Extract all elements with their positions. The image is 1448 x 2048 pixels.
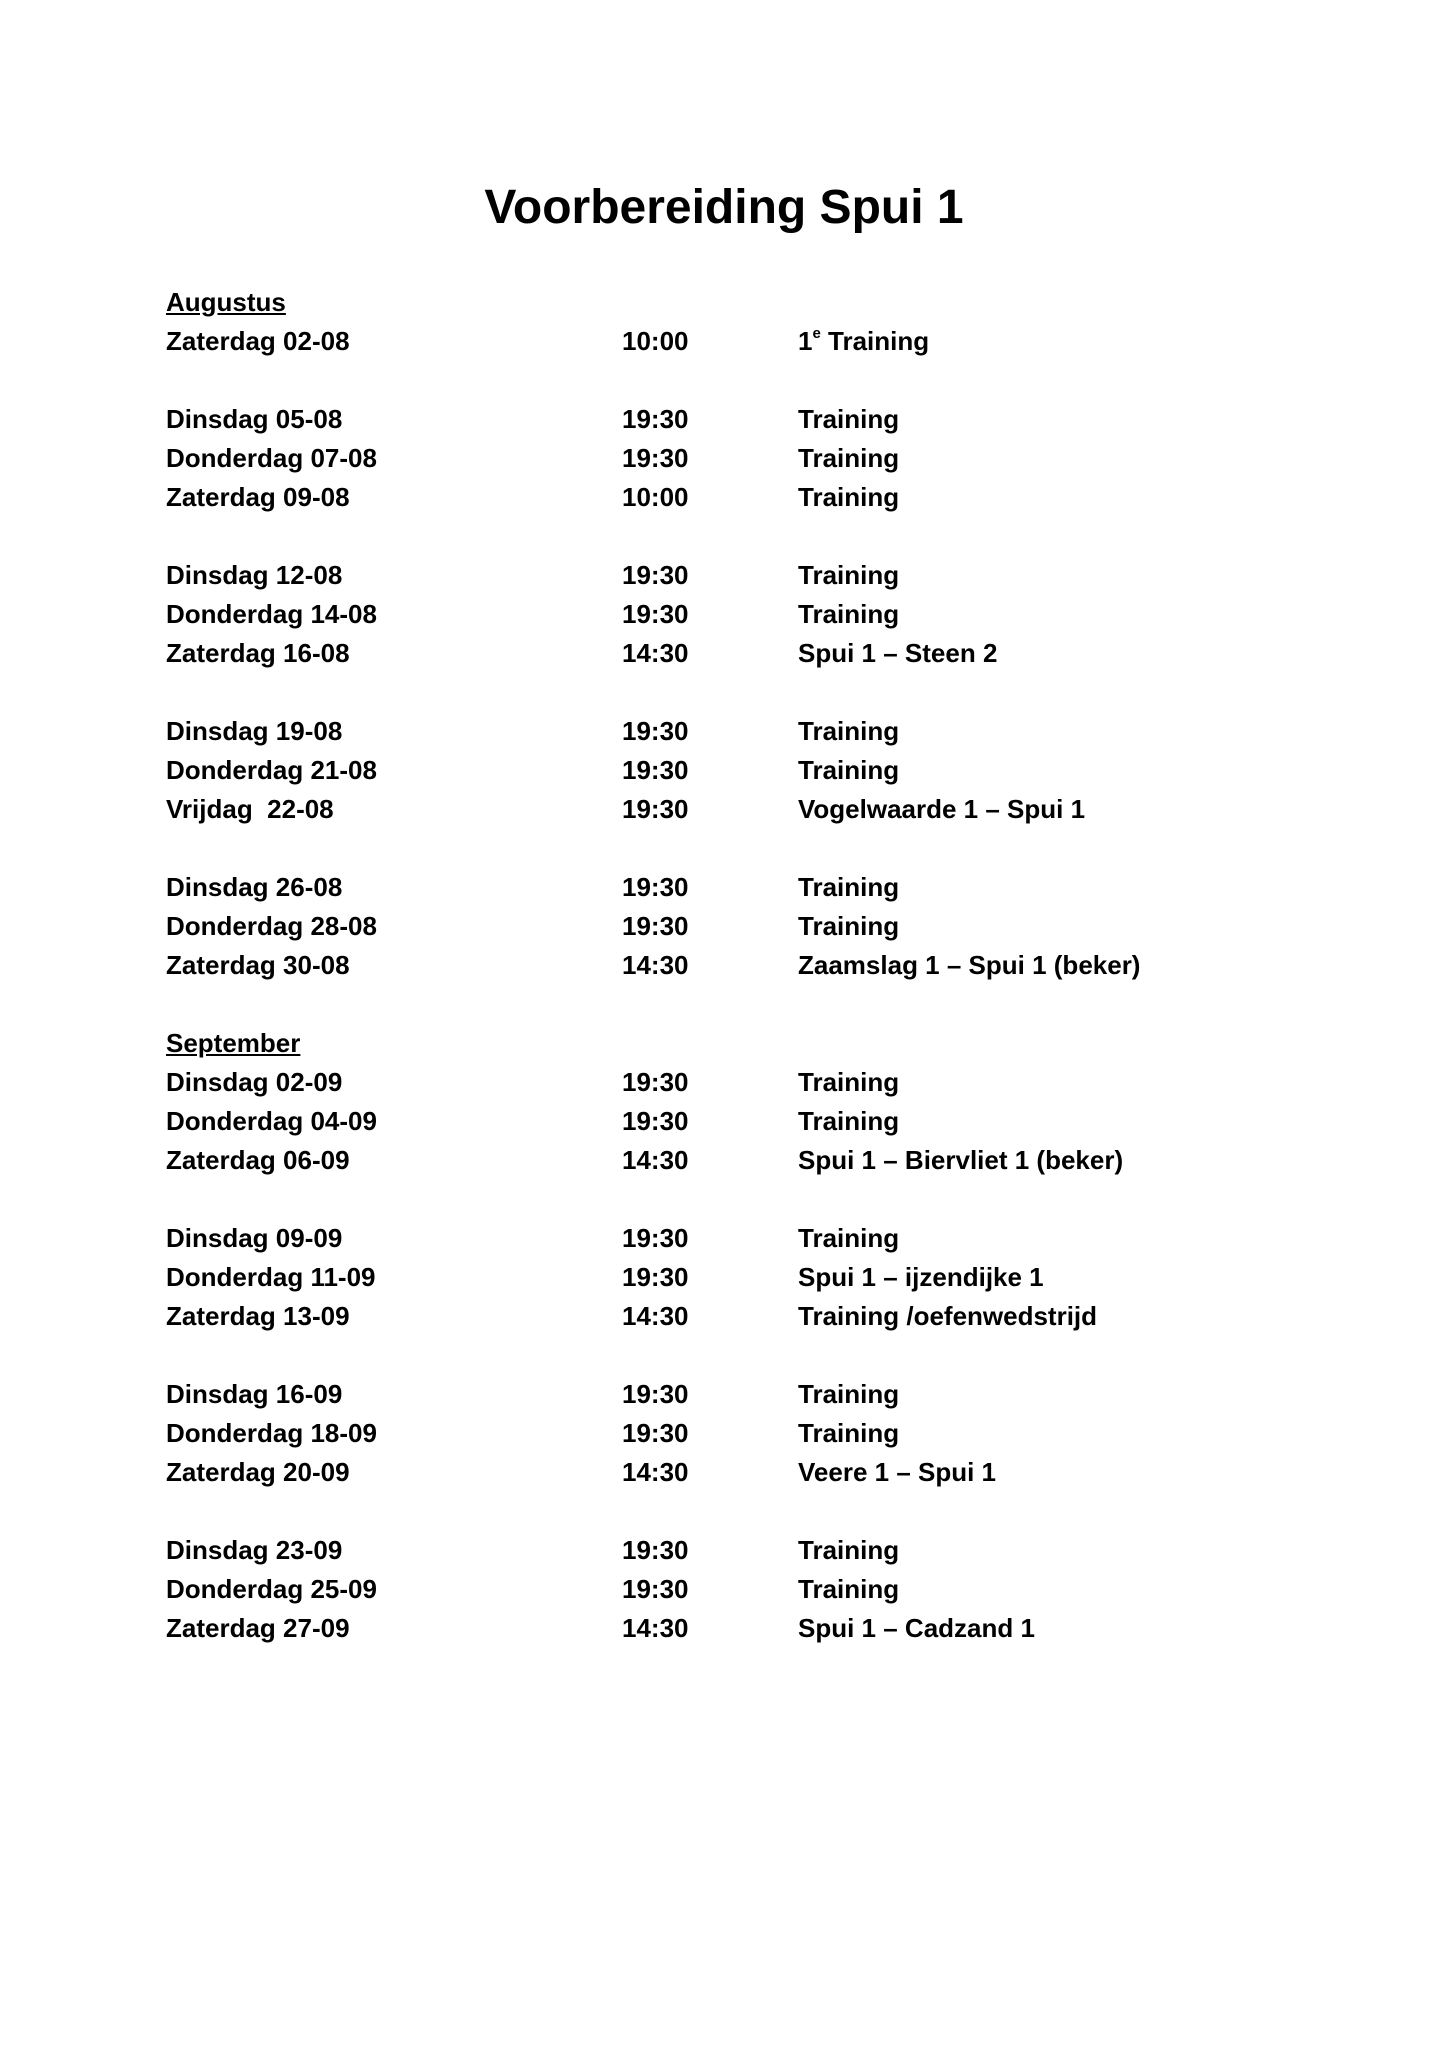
event-text: Spui 1 – Steen 2	[798, 638, 998, 668]
row-event	[798, 1375, 899, 1414]
event-text: Training /oefenwedstrijd	[798, 1301, 1098, 1331]
row-event	[798, 790, 1085, 829]
row-event	[798, 1063, 899, 1102]
schedule-row	[166, 1063, 1316, 1102]
row-time: 10:00	[622, 482, 689, 512]
event-text: Training	[798, 443, 900, 473]
schedule-row	[166, 439, 1316, 478]
event-text: Training	[798, 482, 900, 512]
schedule-row	[166, 1414, 1316, 1453]
row-date: Donderdag 18-09	[166, 1418, 377, 1448]
schedule-row	[166, 1453, 1316, 1492]
event-text: Spui 1 – ijzendijke 1	[798, 1262, 1044, 1292]
row-time: 19:30	[622, 1223, 689, 1253]
event-text: Training	[798, 1379, 900, 1409]
row-time: 14:30	[622, 1145, 689, 1175]
event-text: Spui 1 – Cadzand 1	[798, 1613, 1035, 1643]
row-date: Zaterdag 09-08	[166, 482, 350, 512]
spacer	[166, 1492, 1316, 1531]
row-time: 14:30	[622, 1301, 689, 1331]
event-text: Training	[798, 716, 900, 746]
row-time: 19:30	[622, 1535, 689, 1565]
row-event	[798, 556, 899, 595]
row-event	[798, 946, 1140, 985]
event-text: Spui 1 – Biervliet 1 (beker)	[798, 1145, 1124, 1175]
row-event	[798, 1453, 996, 1492]
month-heading: September	[166, 1028, 301, 1058]
row-event	[798, 751, 899, 790]
row-time: 19:30	[622, 1379, 689, 1409]
row-event	[798, 1414, 899, 1453]
row-time: 14:30	[622, 1457, 689, 1487]
row-date: Dinsdag 12-08	[166, 560, 343, 590]
schedule-row	[166, 400, 1316, 439]
row-date: Donderdag 21-08	[166, 755, 377, 785]
event-text: 1	[798, 326, 813, 356]
row-time: 19:30	[622, 716, 689, 746]
row-date: Dinsdag 23-09	[166, 1535, 343, 1565]
spacer	[166, 517, 1316, 556]
row-event	[798, 1297, 1097, 1336]
row-event	[798, 1258, 1044, 1297]
event-text-rest: Training	[820, 326, 930, 356]
event-text: Training	[798, 560, 900, 590]
row-time: 19:30	[622, 1262, 689, 1292]
row-time: 19:30	[622, 1106, 689, 1136]
schedule-row	[166, 946, 1316, 985]
row-event	[798, 439, 899, 478]
schedule-row	[166, 1609, 1316, 1648]
row-event	[798, 1102, 899, 1141]
schedule	[166, 283, 1316, 1648]
spacer	[166, 361, 1316, 400]
schedule-row	[166, 751, 1316, 790]
event-text: Vogelwaarde 1 – Spui 1	[798, 794, 1086, 824]
row-time: 19:30	[622, 1574, 689, 1604]
row-time: 19:30	[622, 443, 689, 473]
row-event	[798, 1570, 899, 1609]
schedule-row	[166, 595, 1316, 634]
event-text: Training	[798, 1067, 900, 1097]
row-time: 19:30	[622, 1067, 689, 1097]
row-event	[798, 868, 899, 907]
page-title: Voorbereiding Spui 1	[484, 181, 964, 234]
row-date: Donderdag 25-09	[166, 1574, 377, 1604]
schedule-row	[166, 1297, 1316, 1336]
row-time: 19:30	[622, 911, 689, 941]
row-date: Donderdag 07-08	[166, 443, 377, 473]
spacer	[166, 985, 1316, 1024]
row-time: 10:00	[622, 326, 689, 356]
schedule-row	[166, 1531, 1316, 1570]
row-time: 19:30	[622, 872, 689, 902]
schedule-row	[166, 322, 1316, 361]
row-date: Zaterdag 27-09	[166, 1613, 350, 1643]
schedule-row	[166, 790, 1316, 829]
schedule-row	[166, 634, 1316, 673]
spacer	[166, 673, 1316, 712]
row-date: Dinsdag 19-08	[166, 716, 343, 746]
schedule-row	[166, 1219, 1316, 1258]
row-event	[798, 1141, 1123, 1180]
event-text: Training	[798, 755, 900, 785]
schedule-row	[166, 556, 1316, 595]
event-text: Training	[798, 1106, 900, 1136]
schedule-row	[166, 1258, 1316, 1297]
row-time: 19:30	[622, 794, 689, 824]
row-event	[798, 1531, 899, 1570]
event-text: Training	[798, 1223, 900, 1253]
event-text: Training	[798, 872, 900, 902]
row-event	[798, 634, 997, 673]
spacer	[166, 1336, 1316, 1375]
row-time: 14:30	[622, 1613, 689, 1643]
row-time: 19:30	[622, 560, 689, 590]
row-time: 14:30	[622, 950, 689, 980]
schedule-row	[166, 907, 1316, 946]
row-date: Zaterdag 06-09	[166, 1145, 350, 1175]
row-event	[798, 595, 899, 634]
row-date: Donderdag 11-09	[166, 1262, 376, 1292]
row-date: Vrijdag 22-08	[166, 794, 334, 824]
row-event	[798, 478, 899, 517]
event-text: Training	[798, 404, 900, 434]
row-date: Dinsdag 26-08	[166, 872, 343, 902]
event-text: Training	[798, 1418, 900, 1448]
row-date: Dinsdag 02-09	[166, 1067, 343, 1097]
event-text: Training	[798, 599, 900, 629]
row-date: Zaterdag 20-09	[166, 1457, 350, 1487]
row-time: 19:30	[622, 1418, 689, 1448]
row-event	[798, 907, 899, 946]
row-time: 19:30	[622, 599, 689, 629]
ordinal-suffix: e	[812, 325, 821, 343]
row-date: Dinsdag 16-09	[166, 1379, 343, 1409]
row-date: Zaterdag 13-09	[166, 1301, 350, 1331]
event-text: Training	[798, 1574, 900, 1604]
event-text: Training	[798, 1535, 900, 1565]
schedule-row	[166, 1375, 1316, 1414]
row-date: Dinsdag 05-08	[166, 404, 343, 434]
row-date: Donderdag 04-09	[166, 1106, 377, 1136]
schedule-row	[166, 1102, 1316, 1141]
row-date: Zaterdag 16-08	[166, 638, 350, 668]
row-event	[798, 712, 899, 751]
row-date: Donderdag 28-08	[166, 911, 377, 941]
row-date: Zaterdag 30-08	[166, 950, 350, 980]
row-event	[798, 400, 899, 439]
month-heading: Augustus	[166, 287, 286, 317]
row-date: Zaterdag 02-08	[166, 326, 350, 356]
spacer	[166, 1180, 1316, 1219]
row-event	[798, 1219, 899, 1258]
row-time: 14:30	[622, 638, 689, 668]
schedule-row	[166, 478, 1316, 517]
event-text: Training	[798, 911, 900, 941]
row-date: Dinsdag 09-09	[166, 1223, 343, 1253]
schedule-row	[166, 1570, 1316, 1609]
schedule-row	[166, 712, 1316, 751]
row-event	[798, 322, 929, 361]
row-date: Donderdag 14-08	[166, 599, 377, 629]
row-time: 19:30	[622, 755, 689, 785]
schedule-row	[166, 868, 1316, 907]
event-text: Veere 1 – Spui 1	[798, 1457, 997, 1487]
schedule-row	[166, 1141, 1316, 1180]
spacer	[166, 829, 1316, 868]
event-text: Zaamslag 1 – Spui 1 (beker)	[798, 950, 1141, 980]
row-event	[798, 1609, 1035, 1648]
row-time: 19:30	[622, 404, 689, 434]
